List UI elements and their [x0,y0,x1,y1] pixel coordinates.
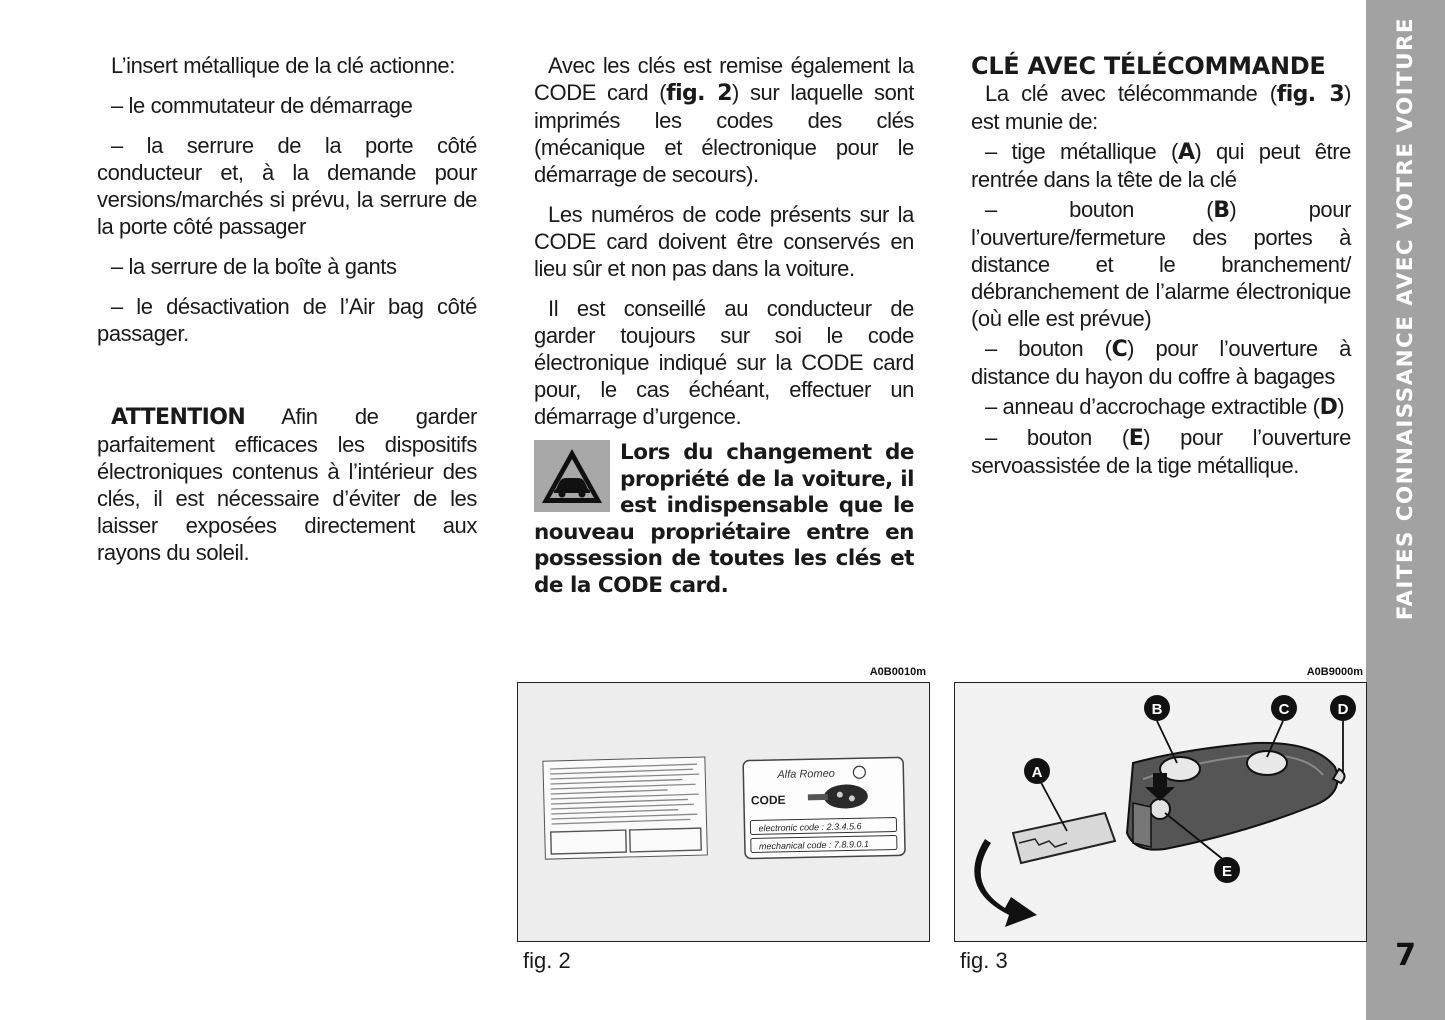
page-number: 7 [1395,938,1416,973]
fig3-caption: fig. 3 [960,948,1008,973]
remote-key-illustration [955,683,1365,940]
list-item-b [971,196,1351,332]
fig3-reference: fig. 3 [1276,82,1345,107]
callout-d [1330,695,1356,721]
section-heading: CLÉ AVEC TÉLÉCOMMANDE [971,52,1326,80]
item-a-text-a: – tige métallique ( [985,139,1178,164]
code-card [743,757,905,858]
item-d-letter: D [1319,395,1338,420]
sidebar-title-text: FAITES CONNAISSANCE AVEC VOTRE VOITURE [1393,16,1418,620]
list-item-d [971,393,1351,421]
item-b-text-a: – bouton ( [985,197,1214,222]
item-d-text-b: ) [1337,394,1345,419]
code-card-text-a: Avec les clés est remise également la CODE card ( [534,53,914,105]
callout-c [1271,695,1297,721]
electronic-code: electronic code : 2.3.4.5.6 [758,821,862,834]
item-e-text-a: – bouton ( [985,425,1129,450]
callout-e [1214,857,1240,883]
card-brand: Alfa Romeo [777,767,835,781]
button-c [1247,751,1287,775]
warning-car-icon [534,440,610,512]
item-b-text-b: ) pour l’ouverture/fermeture des portes à distance et le branchement/ débranchement de l’alarme électronique (où elle est prévue) [971,197,1352,331]
item-c-text-b: ) pour l’ouverture à distance du hayon du coffre à bagages [971,336,1352,389]
item-c-letter: C [1111,337,1128,362]
card-code-label: CODE [750,792,786,808]
key-blade [1013,813,1115,863]
column-left [97,52,477,566]
label-b: B [1151,701,1163,718]
paragraph-code-storage: Les numéros de code présents sur la CODE card doivent être conservés en lieu sûr et non pas dans la voiture. [534,202,914,281]
item-a-letter: A [1177,140,1195,165]
callout-b [1144,695,1170,721]
label-c: C [1278,701,1290,718]
item-d-text-a: – anneau d’accrochage extractible ( [985,394,1320,419]
fig2-caption: fig. 2 [523,948,571,973]
label-e: E [1221,863,1233,880]
column-right [971,52,1351,479]
paragraph-code-advice: Il est conseillé au conducteur de garder toujours sur soi le code électronique indiqué sur la CODE card pour, le cas échéant, effectuer un démarrage d’urgence. [534,296,914,429]
item-a-text-b: ) qui peut être rentrée dans la tête de la clé [971,139,1351,192]
fig2-code: A0B0010m [869,666,926,678]
item-c-text-a: – bouton ( [985,336,1112,361]
list-item-driver-door: – la serrure de la porte côté conducteur et, à la demande pour versions/marchés si prévu, la serrure de la porte côté passager [97,133,477,239]
paragraph-insert-intro: L’insert métallique de la clé actionne: [111,53,455,78]
list-item-a [971,138,1351,193]
fig3-code: A0B9000m [1306,666,1363,678]
fig2-image [517,682,930,942]
list-item-airbag: – le désactivation de l’Air bag côté passager. [97,294,477,346]
label-a: A [1031,764,1043,781]
code-card-text-b: ) sur laquelle sont imprimés les codes des clés (mécanique et électronique pour le démarrage de secours). [534,80,914,187]
attention-text: Afin de garder parfaitement efficaces les dispositifs électroniques contenus à l’intérieur des clés, il est nécessaire d’éviter de les laisser exposées directement aux rayons du soleil. [97,404,477,565]
list-item-e [971,424,1351,479]
item-b-letter: B [1213,198,1230,223]
label-d: D [1337,701,1349,718]
mechanical-code: mechanical code : 7.8.9.0.1 [758,839,870,852]
attention-note [97,403,477,566]
button-e [1150,799,1170,819]
fig2-reference: fig. 2 [666,81,733,106]
instruction-card [543,757,708,859]
remote-key-intro [971,80,1351,135]
list-item-c [971,335,1351,390]
warning-text: Lors du changement de propriété de la voiture, il est indispensable que le nouveau propriétaire entre en possession de toutes les clés et de la CODE card. [534,440,914,598]
item-e-letter: E [1128,426,1144,451]
column-middle [534,52,914,430]
fig3-image [954,682,1367,942]
callout-a [1024,758,1050,784]
intro-text-b: ) est munie de: [971,81,1351,134]
attention-label: ATTENTION [111,405,246,430]
warning-block [534,440,914,599]
paragraph-code-card [534,52,914,188]
intro-text-a: La clé avec télécommande ( [985,81,1277,106]
sidebar-title [1366,0,1445,620]
item-e-text-b: ) pour l’ouverture servoassistée de la tige métallique. [971,425,1351,478]
list-item-ignition: – le commutateur de démarrage [111,93,413,118]
list-item-glove-box: – la serrure de la boîte à gants [111,254,397,279]
code-cards-illustration [518,683,928,940]
